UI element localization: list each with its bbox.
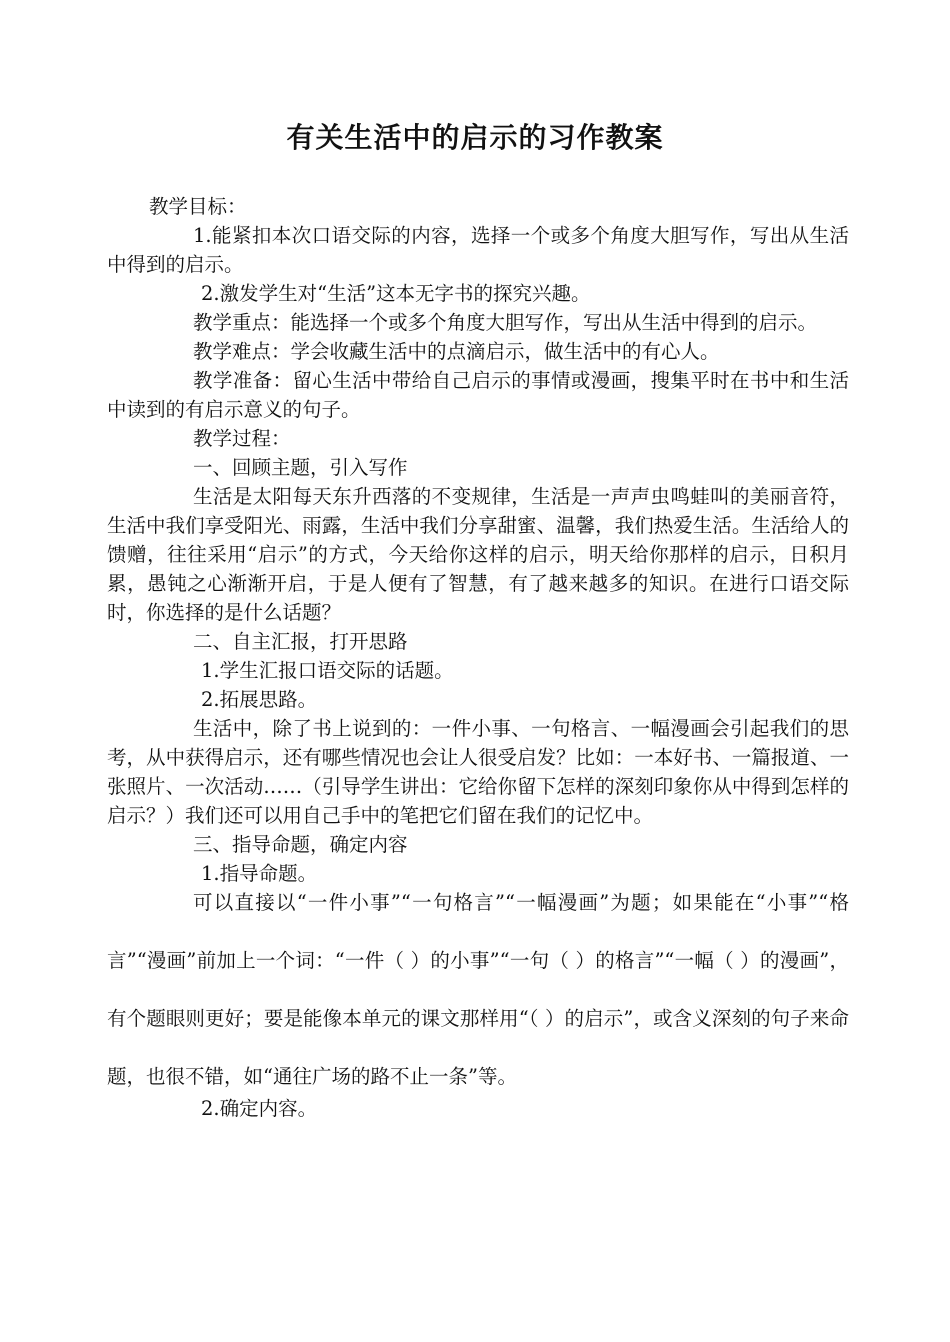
paragraph-goal-1: 1.能紧扣本次口语交际的内容，选择一个或多个角度大胆写作，写出从生活中得到的启示。 <box>107 224 849 276</box>
paragraph-section-2-text: 生活中，除了书上说到的：一件小事、一句格言、一幅漫画会引起我们的思考，从中获得启示，还有哪些情况也会让人很受启发？比如：一本好书、一篇报道、一张照片、一次活动……（引导学生讲出：它给你留下怎样的深刻印象你从中得到怎样的启示？）我们还可以用自己手中的笔把它们留在我们的记忆中。 <box>107 717 849 827</box>
paragraph-section-3-text: 可以直接以“一件小事”“一句格言”“一幅漫画”为题；如果能在“小事”“格言”“漫画”前加上一个词：“一件（ ）的小事”“一句（ ）的格言”“一幅（ ）的漫画”，有个题眼则更好；要是能像本单元的课文那样用“（ ）的启示”，或含义深刻的句子来命题，也很不错，如“通往广场的路不止一条”等。 <box>107 891 849 1088</box>
paragraph-section-2-item-2: 2.拓展思路。 <box>201 688 318 711</box>
paragraph-preparation: 教学准备：留心生活中带给自己启示的事情或漫画，搜集平时在书中和生活中读到的有启示意义的句子。 <box>107 369 849 421</box>
paragraph-section-1-heading: 一、回顾主题，引入写作 <box>193 456 408 479</box>
paragraph-goal-2: 2.激发学生对“生活”这本无字书的探究兴趣。 <box>201 282 591 305</box>
paragraph-section-1-text: 生活是太阳每天东升西落的不变规律，生活是一声声虫鸣蛙叫的美丽音符，生活中我们享受阳光、雨露，生活中我们分享甜蜜、温馨，我们热爱生活。生活给人的馈赠，往往采用“启示”的方式，今天给你这样的启示，明天给你那样的启示，日积月累，愚钝之心渐渐开启，于是人便有了智慧，有了越来越多的知识。在进行口语交际时，你选择的是什么话题？ <box>107 485 849 624</box>
paragraph-section-3-item-2: 2.确定内容。 <box>201 1097 318 1120</box>
paragraph-section-3-item-1: 1.指导命题。 <box>201 862 318 885</box>
paragraph-section-2-heading: 二、自主汇报，打开思路 <box>193 630 408 653</box>
paragraph-section-3-heading: 三、指导命题，确定内容 <box>193 833 408 856</box>
document-title: 有关生活中的启示的习作教案 <box>286 121 664 154</box>
paragraph-section-2-item-1: 1.学生汇报口语交际的话题。 <box>201 659 454 682</box>
document-body <box>107 192 849 1123</box>
paragraph-process-heading: 教学过程： <box>193 427 291 450</box>
paragraph-teaching-goals-heading: 教学目标： <box>149 195 247 218</box>
paragraph-difficulties: 教学难点：学会收藏生活中的点滴启示，做生活中的有心人。 <box>193 340 720 363</box>
paragraph-key-points: 教学重点：能选择一个或多个角度大胆写作，写出从生活中得到的启示。 <box>193 311 818 334</box>
